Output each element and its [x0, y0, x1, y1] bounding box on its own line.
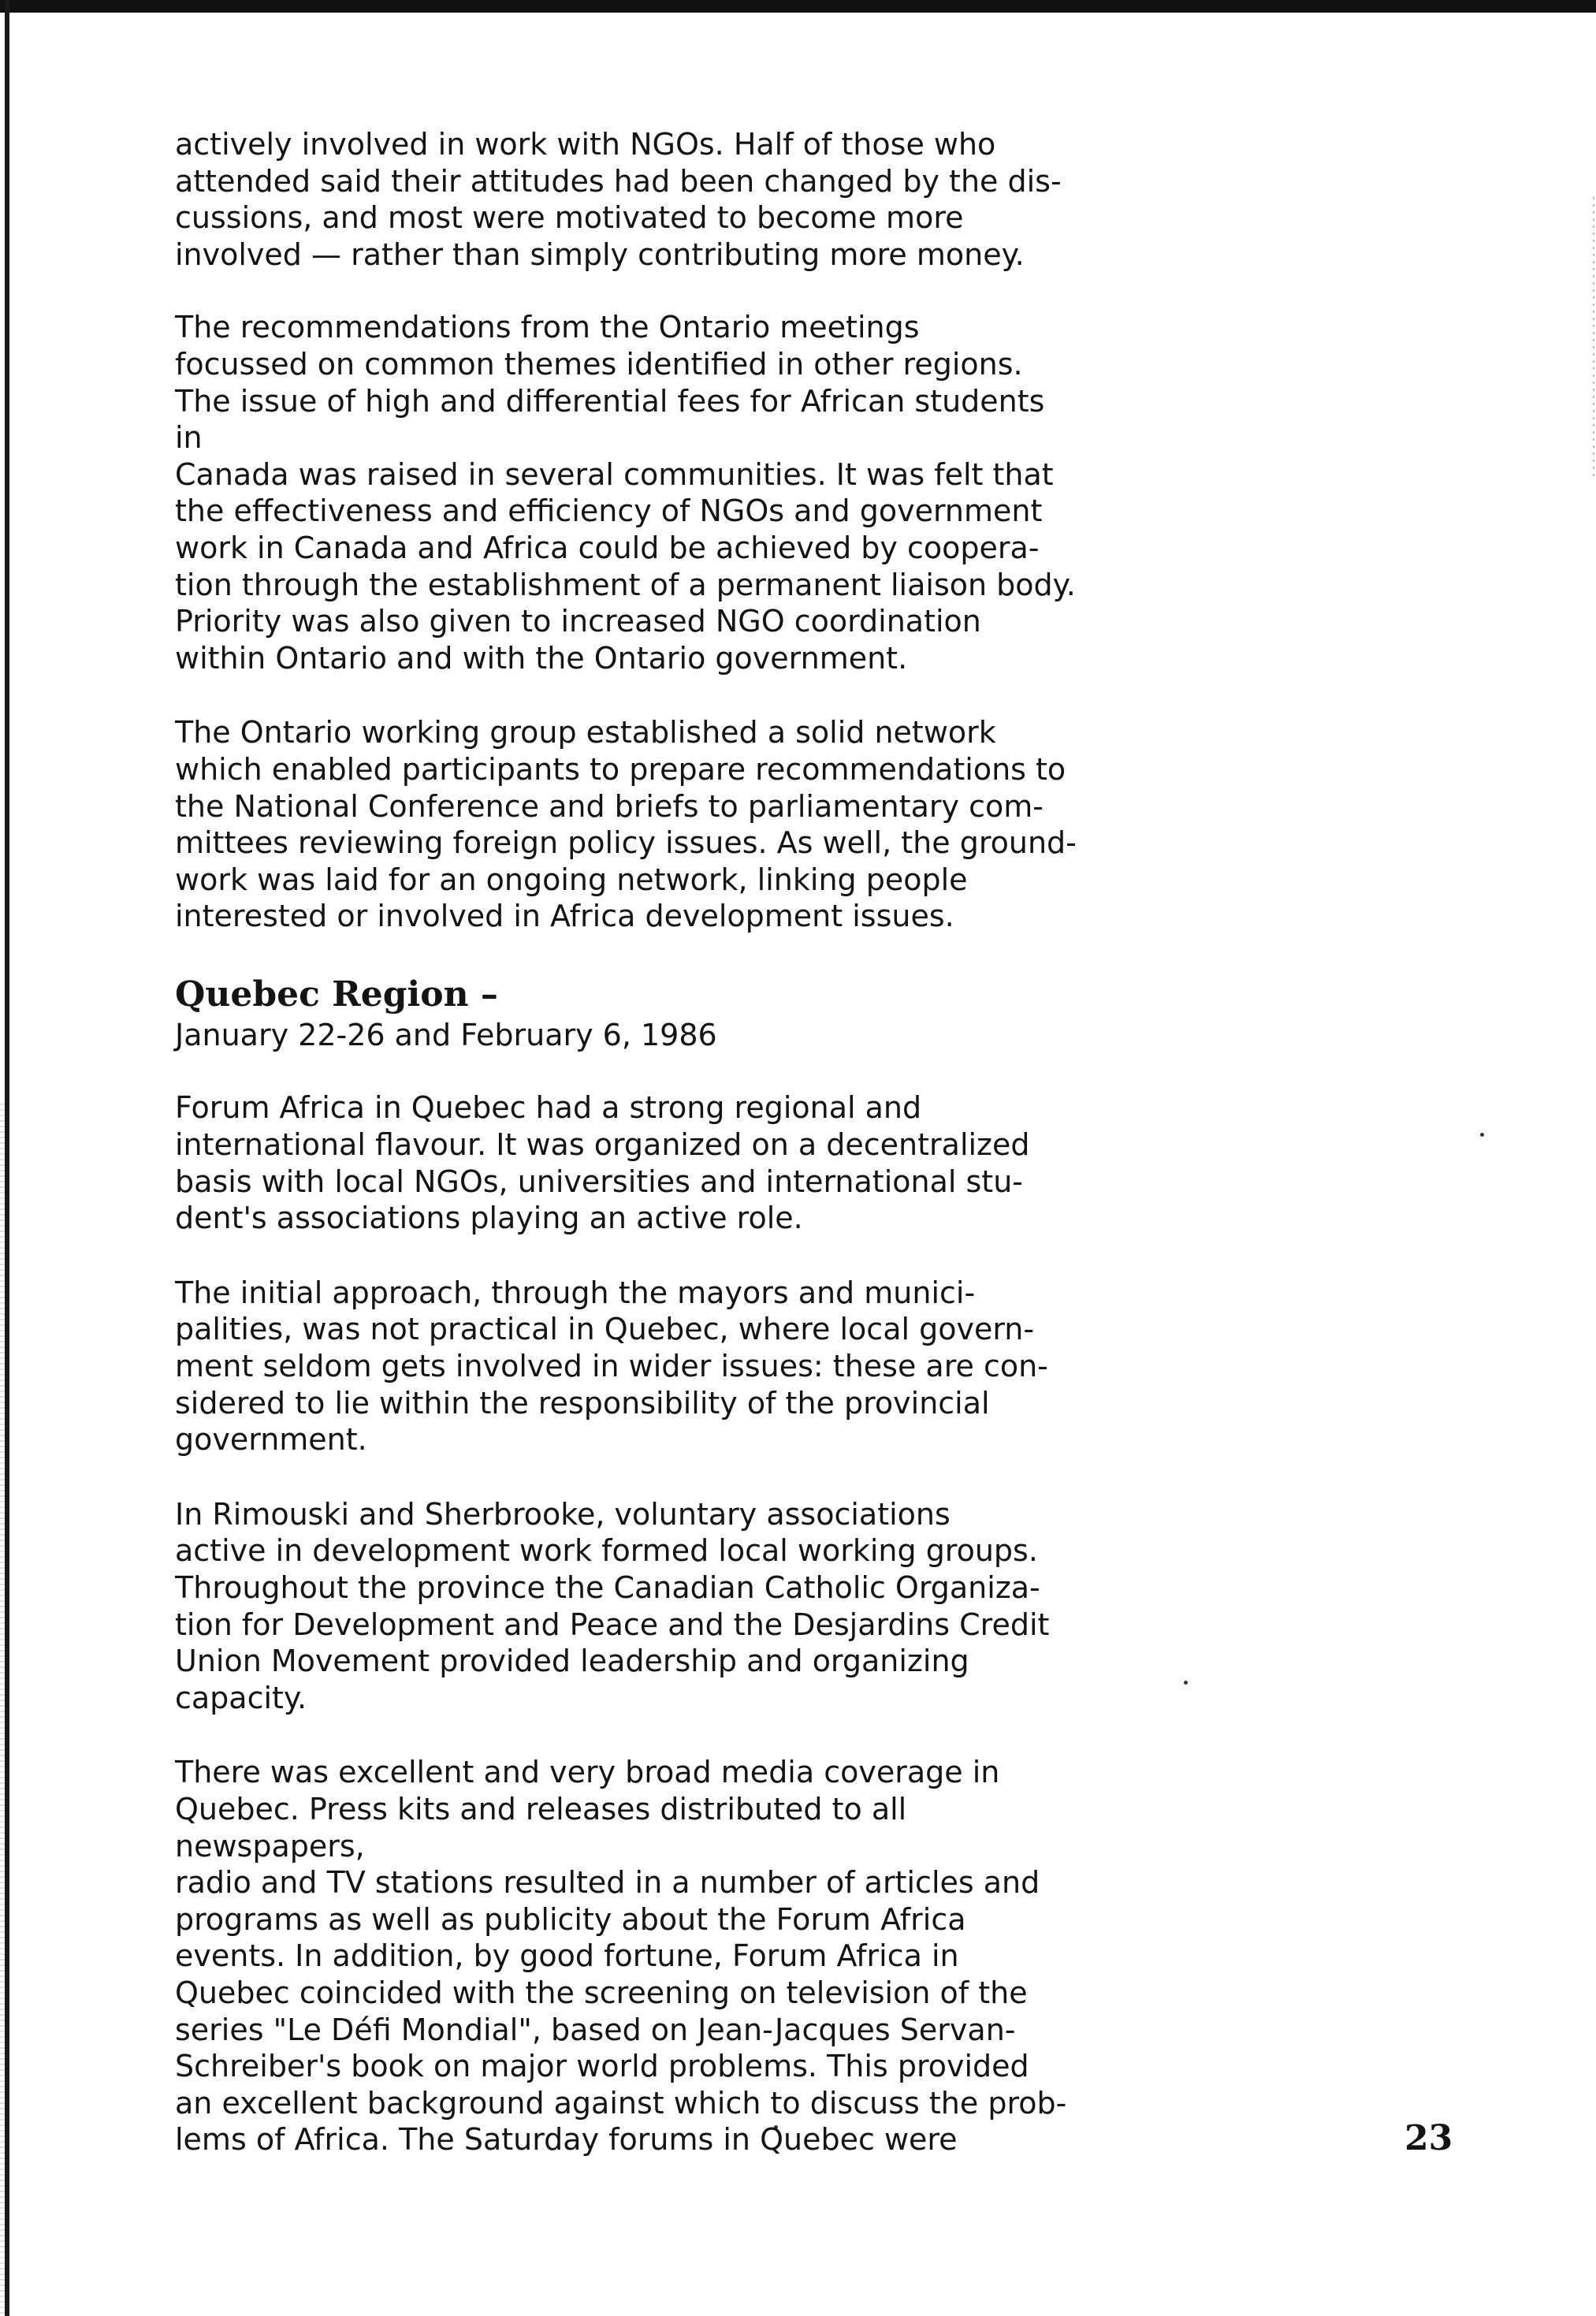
scan-right-edge: [1593, 197, 1594, 481]
paragraph: The recommendations from the Ontario meetings focussed on common themes identified in other regions. The issue of high and differential fees for African students in Canada was raised in several communities. It was felt that the effectiveness and efficiency of NGOs and government work in Canada and Africa could be achieved by coopera- tion through the establishment of a permanent liaison body. Priority was also given to increased NGO coordination within Ontario and with the Ontario government.: [175, 310, 1076, 676]
paragraph: actively involved in work with NGOs. Half of those who attended said their attitudes had been changed by the dis- cussions, and most were motivated to become more involved — rather than simply contributing more money.: [175, 127, 1062, 272]
scan-speck: [1184, 1681, 1188, 1685]
section-dates: January 22-26 and February 6, 1986: [175, 1017, 717, 1052]
top-border-rule: [0, 0, 1596, 13]
page-number: 23: [1404, 2118, 1453, 2158]
paragraph: There was excellent and very broad media coverage in Quebec. Press kits and releases distributed to all newspapers, radio and TV stations resulted in a number of articles and programs as well as publicity about the Forum Africa events. In addition, by good fortune, Forum Africa in Quebec coincided with the screening on television of the series "Le Défi Mondial", based on Jean-Jacques Servan- Schreiber's book on major world problems. This provided an excellent background against which to discuss the prob- lems of Africa. The Saturday forums in Quebec were: [175, 1755, 1067, 2158]
text-column: [175, 126, 1081, 2196]
paragraph: In Rimouski and Sherbrooke, voluntary associations active in development work formed local working groups. Throughout the province the Canadian Catholic Organiza- tion for Development and Peace and the Desjardins Credit Union Movement provided leadership and organizing capacity.: [175, 1496, 1050, 1715]
paragraph: The Ontario working group established a solid network which enabled participants to prepare recommendations to the National Conference and briefs to parliamentary com- mittees reviewing foreign policy issues. As well, the ground- work was laid for an ongoing network, linking people interested or involved in Africa development issues.: [175, 715, 1077, 934]
paragraph: Forum Africa in Quebec had a strong regional and international flavour. It was organized on a decentralized basis with local NGOs, universities and international stu- dent's associations playing an active role.: [175, 1090, 1030, 1236]
scan-edge-noise: [0, 1104, 5, 2316]
scan-speck: [1480, 1133, 1484, 1137]
left-border-rule: [5, 0, 9, 2316]
paragraph: The initial approach, through the mayors and munici- palities, was not practical in Quebec, where local govern- ment seldom gets involved in wider issues: these are con- sidered to lie within the responsibility of the provincial government.: [175, 1275, 1048, 1458]
section-heading: Quebec Region –: [175, 974, 498, 1015]
